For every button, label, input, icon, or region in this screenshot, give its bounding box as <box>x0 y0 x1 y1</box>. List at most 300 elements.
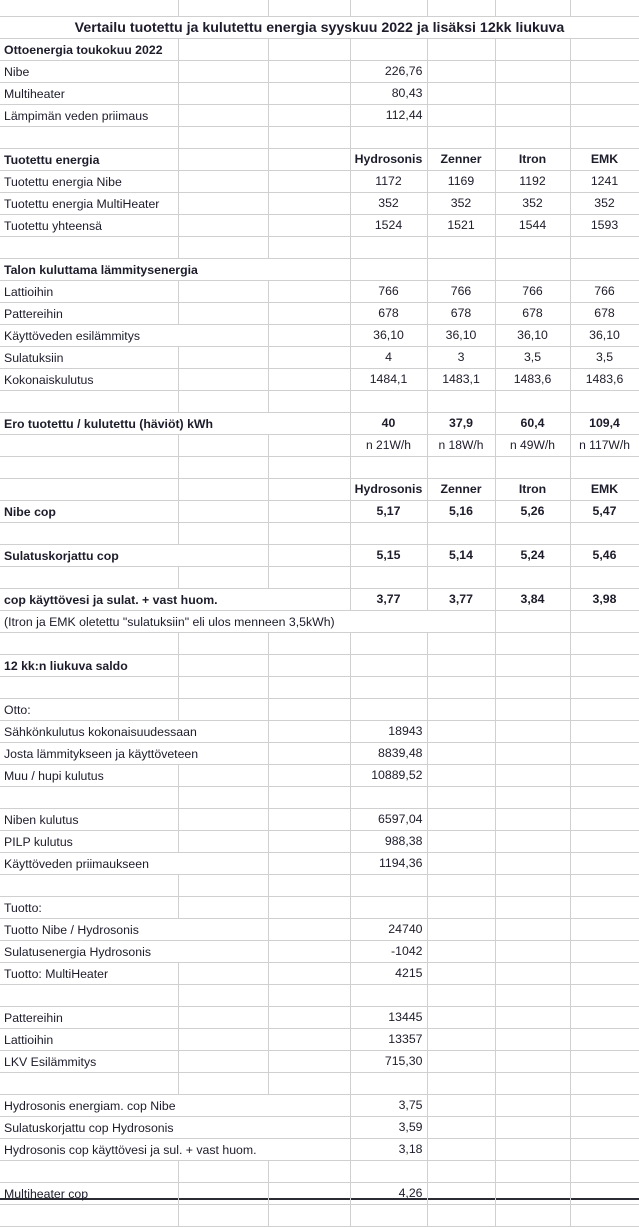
cell-value[interactable]: 3,98 <box>570 589 639 611</box>
row-label[interactable] <box>0 281 178 303</box>
cell-empty[interactable] <box>570 1117 639 1139</box>
cell-empty[interactable] <box>350 655 427 677</box>
cell-empty[interactable] <box>495 963 570 985</box>
cell-empty[interactable] <box>268 743 350 765</box>
cell-empty[interactable] <box>0 677 178 699</box>
cell-empty[interactable] <box>178 655 268 677</box>
cell-empty[interactable] <box>178 875 268 897</box>
cell-empty[interactable] <box>0 479 178 501</box>
cell-empty[interactable] <box>350 1205 427 1227</box>
cell-empty[interactable] <box>178 633 268 655</box>
cell-empty[interactable] <box>427 1029 495 1051</box>
cell-empty[interactable] <box>178 765 268 787</box>
row-label[interactable] <box>0 831 178 853</box>
cell-empty[interactable] <box>178 1007 268 1029</box>
cell-empty[interactable] <box>268 897 350 919</box>
cell-empty[interactable] <box>0 1161 178 1183</box>
cell-empty[interactable] <box>178 457 268 479</box>
cell-empty[interactable] <box>268 853 350 875</box>
cell-empty[interactable] <box>570 677 639 699</box>
cell-empty[interactable] <box>350 237 427 259</box>
cell-empty[interactable] <box>427 655 495 677</box>
cell-empty[interactable] <box>178 347 268 369</box>
cell-value[interactable]: 988,38 <box>350 831 427 853</box>
cell-empty[interactable] <box>268 149 350 171</box>
cell-empty[interactable] <box>350 897 427 919</box>
row-label[interactable] <box>0 501 178 523</box>
cell-empty[interactable] <box>495 259 570 281</box>
cell-empty[interactable] <box>0 567 178 589</box>
cell-empty[interactable] <box>427 765 495 787</box>
column-header-itron[interactable]: Itron <box>495 149 570 171</box>
cell-empty[interactable] <box>570 875 639 897</box>
cell-empty[interactable] <box>570 699 639 721</box>
cell-empty[interactable] <box>495 1117 570 1139</box>
cell-value[interactable]: 3,5 <box>495 347 570 369</box>
row-label[interactable] <box>0 83 178 105</box>
cell-value[interactable]: 3,75 <box>350 1095 427 1117</box>
column-header-hydrosonis[interactable]: Hydrosonis <box>350 149 427 171</box>
cell-empty[interactable] <box>268 831 350 853</box>
cell-empty[interactable] <box>495 897 570 919</box>
cell-empty[interactable] <box>570 457 639 479</box>
cell-empty[interactable] <box>268 105 350 127</box>
row-label[interactable] <box>0 347 178 369</box>
cell-value[interactable]: 5,46 <box>570 545 639 567</box>
column-header-zenner[interactable]: Zenner <box>427 149 495 171</box>
cell-value[interactable]: 766 <box>495 281 570 303</box>
cell-empty[interactable] <box>268 1007 350 1029</box>
cell-value[interactable]: 1169 <box>427 171 495 193</box>
cell-value[interactable]: 1521 <box>427 215 495 237</box>
cell-empty[interactable] <box>178 1205 268 1227</box>
cell-empty[interactable] <box>268 435 350 457</box>
cell-value[interactable]: 1241 <box>570 171 639 193</box>
cell-empty[interactable] <box>427 83 495 105</box>
row-label-ero[interactable] <box>0 413 350 435</box>
row-label[interactable] <box>0 369 178 391</box>
cell-empty[interactable] <box>178 677 268 699</box>
subsection-heading-otto[interactable] <box>0 699 178 721</box>
cell-empty[interactable] <box>495 831 570 853</box>
cell-empty[interactable] <box>350 39 427 61</box>
cell-empty[interactable] <box>427 699 495 721</box>
cell-empty[interactable] <box>570 237 639 259</box>
cell-empty[interactable] <box>350 259 427 281</box>
cell-empty[interactable] <box>268 523 350 545</box>
cell-empty[interactable] <box>570 655 639 677</box>
cell-empty[interactable] <box>495 127 570 149</box>
cell-empty[interactable] <box>495 677 570 699</box>
cell-empty[interactable] <box>178 1051 268 1073</box>
cell-empty[interactable] <box>268 721 350 743</box>
cell-empty[interactable] <box>495 633 570 655</box>
cell-empty[interactable] <box>178 369 268 391</box>
cell-empty[interactable] <box>495 853 570 875</box>
row-label[interactable] <box>0 853 268 875</box>
cell-empty[interactable] <box>570 391 639 413</box>
cell-empty[interactable] <box>178 831 268 853</box>
cell-value[interactable]: 3,77 <box>350 589 427 611</box>
cell-value[interactable]: 1483,6 <box>495 369 570 391</box>
cell-empty[interactable] <box>495 1139 570 1161</box>
cell-empty[interactable] <box>178 105 268 127</box>
cell-empty[interactable] <box>570 831 639 853</box>
cell-value[interactable]: 678 <box>427 303 495 325</box>
cell-empty[interactable] <box>178 127 268 149</box>
cell-empty[interactable] <box>570 853 639 875</box>
cell-empty[interactable] <box>495 721 570 743</box>
cell-empty[interactable] <box>268 171 350 193</box>
cell-empty[interactable] <box>178 171 268 193</box>
cell-empty[interactable] <box>570 809 639 831</box>
cell-empty[interactable] <box>268 1073 350 1095</box>
cell-empty[interactable] <box>350 127 427 149</box>
column-header-itron[interactable]: Itron <box>495 479 570 501</box>
cell-value[interactable]: 3,5 <box>570 347 639 369</box>
cell-empty[interactable] <box>570 721 639 743</box>
cell-value[interactable]: 5,17 <box>350 501 427 523</box>
cell-empty[interactable] <box>268 215 350 237</box>
cell-value[interactable]: 60,4 <box>495 413 570 435</box>
cell-value[interactable]: 352 <box>570 193 639 215</box>
cell-empty[interactable] <box>495 787 570 809</box>
cell-empty[interactable] <box>268 457 350 479</box>
cell-empty[interactable] <box>495 699 570 721</box>
cell-empty[interactable] <box>570 765 639 787</box>
cell-empty[interactable] <box>178 699 268 721</box>
cell-empty[interactable] <box>178 193 268 215</box>
cell-empty[interactable] <box>268 479 350 501</box>
cell-empty[interactable] <box>570 897 639 919</box>
cell-empty[interactable] <box>178 963 268 985</box>
cell-empty[interactable] <box>178 567 268 589</box>
cell-empty[interactable] <box>268 985 350 1007</box>
cell-value[interactable]: 4 <box>350 347 427 369</box>
cell-empty[interactable] <box>0 523 178 545</box>
cell-value[interactable]: 1593 <box>570 215 639 237</box>
cell-value[interactable]: 766 <box>427 281 495 303</box>
cell-subvalue[interactable]: n 21W/h <box>350 435 427 457</box>
cell-value[interactable]: 766 <box>350 281 427 303</box>
cell-empty[interactable] <box>427 809 495 831</box>
row-label[interactable] <box>0 105 178 127</box>
cell-empty[interactable] <box>570 567 639 589</box>
cell-subvalue[interactable]: n 117W/h <box>570 435 639 457</box>
cell-empty[interactable] <box>178 39 268 61</box>
cell-empty[interactable] <box>427 875 495 897</box>
cell-empty[interactable] <box>178 1029 268 1051</box>
cell-value[interactable]: 18943 <box>350 721 427 743</box>
cell-value[interactable]: 37,9 <box>427 413 495 435</box>
cell-empty[interactable] <box>178 787 268 809</box>
row-label[interactable] <box>0 1117 350 1139</box>
row-label[interactable] <box>0 721 268 743</box>
cell-empty[interactable] <box>427 127 495 149</box>
cell-empty[interactable] <box>0 985 178 1007</box>
cell-empty[interactable] <box>495 237 570 259</box>
cell-empty[interactable] <box>178 1183 268 1205</box>
row-label[interactable] <box>0 325 268 347</box>
cell-empty[interactable] <box>570 61 639 83</box>
cell-empty[interactable] <box>350 1073 427 1095</box>
cell-empty[interactable] <box>178 83 268 105</box>
cell-empty[interactable] <box>268 545 350 567</box>
cell-empty[interactable] <box>350 523 427 545</box>
cell-empty[interactable] <box>0 435 178 457</box>
cell-empty[interactable] <box>427 105 495 127</box>
cell-subvalue[interactable]: n 49W/h <box>495 435 570 457</box>
cell-empty[interactable] <box>427 1183 495 1205</box>
cell-empty[interactable] <box>570 83 639 105</box>
cell-value[interactable]: 1483,6 <box>570 369 639 391</box>
cell-empty[interactable] <box>570 1007 639 1029</box>
cell-empty[interactable] <box>427 787 495 809</box>
cell-empty[interactable] <box>268 655 350 677</box>
cell-empty[interactable] <box>268 809 350 831</box>
cell-empty[interactable] <box>570 743 639 765</box>
cell-value[interactable]: 352 <box>495 193 570 215</box>
cell-value[interactable]: 1524 <box>350 215 427 237</box>
cell-empty[interactable] <box>268 369 350 391</box>
cell-empty[interactable] <box>495 1007 570 1029</box>
cell-value[interactable]: 13445 <box>350 1007 427 1029</box>
cell-empty[interactable] <box>570 611 639 633</box>
cell-empty[interactable] <box>570 985 639 1007</box>
cell-value[interactable]: 1172 <box>350 171 427 193</box>
cell-empty[interactable] <box>427 897 495 919</box>
cell-subvalue[interactable]: n 18W/h <box>427 435 495 457</box>
cell-value[interactable]: 352 <box>427 193 495 215</box>
cell-empty[interactable] <box>570 1095 639 1117</box>
cell-empty[interactable] <box>570 633 639 655</box>
cell-empty[interactable] <box>350 699 427 721</box>
cell-empty[interactable] <box>268 1029 350 1051</box>
cell-empty[interactable] <box>178 61 268 83</box>
cell-empty[interactable] <box>495 567 570 589</box>
cell-empty[interactable] <box>495 0 570 17</box>
cell-empty[interactable] <box>268 963 350 985</box>
cell-value[interactable]: 5,15 <box>350 545 427 567</box>
cell-value[interactable]: 13357 <box>350 1029 427 1051</box>
cell-empty[interactable] <box>495 1095 570 1117</box>
cell-empty[interactable] <box>0 391 178 413</box>
cell-empty[interactable] <box>570 1205 639 1227</box>
row-label[interactable] <box>0 171 178 193</box>
cell-empty[interactable] <box>268 633 350 655</box>
cell-empty[interactable] <box>178 1161 268 1183</box>
cell-empty[interactable] <box>495 1183 570 1205</box>
cell-value[interactable]: 36,10 <box>350 325 427 347</box>
cell-value[interactable]: 3,77 <box>427 589 495 611</box>
cell-empty[interactable] <box>495 765 570 787</box>
cell-value[interactable]: 1484,1 <box>350 369 427 391</box>
cell-empty[interactable] <box>350 0 427 17</box>
cell-empty[interactable] <box>178 215 268 237</box>
cell-empty[interactable] <box>495 809 570 831</box>
column-header-emk[interactable]: EMK <box>570 479 639 501</box>
cell-empty[interactable] <box>570 1139 639 1161</box>
cell-empty[interactable] <box>268 787 350 809</box>
cell-value[interactable]: 5,16 <box>427 501 495 523</box>
cell-empty[interactable] <box>0 1073 178 1095</box>
cell-empty[interactable] <box>268 281 350 303</box>
cell-value[interactable]: 3,84 <box>495 589 570 611</box>
cell-empty[interactable] <box>570 941 639 963</box>
cell-empty[interactable] <box>495 83 570 105</box>
cell-empty[interactable] <box>268 677 350 699</box>
cell-empty[interactable] <box>427 61 495 83</box>
cell-empty[interactable] <box>427 1095 495 1117</box>
cell-empty[interactable] <box>350 787 427 809</box>
cell-empty[interactable] <box>495 985 570 1007</box>
subsection-heading-tuotto[interactable] <box>0 897 178 919</box>
cell-empty[interactable] <box>268 699 350 721</box>
cell-value[interactable]: 3 <box>427 347 495 369</box>
row-label[interactable] <box>0 941 268 963</box>
cell-empty[interactable] <box>178 1073 268 1095</box>
cell-empty[interactable] <box>495 39 570 61</box>
cell-empty[interactable] <box>350 985 427 1007</box>
cell-value[interactable]: 5,26 <box>495 501 570 523</box>
cell-empty[interactable] <box>268 193 350 215</box>
cell-value[interactable]: 678 <box>570 303 639 325</box>
note-row[interactable] <box>0 611 495 633</box>
cell-empty[interactable] <box>427 985 495 1007</box>
cell-empty[interactable] <box>570 259 639 281</box>
cell-empty[interactable] <box>268 765 350 787</box>
cell-empty[interactable] <box>495 655 570 677</box>
cell-empty[interactable] <box>495 457 570 479</box>
cell-empty[interactable] <box>268 83 350 105</box>
column-header-hydrosonis[interactable]: Hydrosonis <box>350 479 427 501</box>
cell-value[interactable]: 3,59 <box>350 1117 427 1139</box>
cell-empty[interactable] <box>427 1139 495 1161</box>
cell-empty[interactable] <box>427 523 495 545</box>
cell-empty[interactable] <box>0 127 178 149</box>
cell-empty[interactable] <box>427 259 495 281</box>
cell-value[interactable]: 36,10 <box>570 325 639 347</box>
cell-empty[interactable] <box>178 149 268 171</box>
cell-empty[interactable] <box>0 787 178 809</box>
cell-empty[interactable] <box>427 633 495 655</box>
cell-empty[interactable] <box>0 1205 178 1227</box>
cell-empty[interactable] <box>570 787 639 809</box>
row-label[interactable] <box>0 61 178 83</box>
cell-empty[interactable] <box>178 435 268 457</box>
cell-empty[interactable] <box>427 237 495 259</box>
cell-empty[interactable] <box>495 61 570 83</box>
section-heading-ottoenergia[interactable] <box>0 39 178 61</box>
row-label[interactable] <box>0 303 178 325</box>
row-label[interactable] <box>0 215 178 237</box>
cell-value[interactable]: 36,10 <box>495 325 570 347</box>
cell-empty[interactable] <box>495 1073 570 1095</box>
cell-empty[interactable] <box>0 633 178 655</box>
cell-empty[interactable] <box>268 303 350 325</box>
cell-value[interactable]: 5,47 <box>570 501 639 523</box>
cell-empty[interactable] <box>0 875 178 897</box>
cell-empty[interactable] <box>495 875 570 897</box>
cell-empty[interactable] <box>570 1051 639 1073</box>
cell-empty[interactable] <box>178 523 268 545</box>
cell-empty[interactable] <box>495 105 570 127</box>
cell-empty[interactable] <box>427 1051 495 1073</box>
row-label[interactable] <box>0 1183 178 1205</box>
cell-empty[interactable] <box>268 61 350 83</box>
cell-empty[interactable] <box>570 1161 639 1183</box>
cell-empty[interactable] <box>570 0 639 17</box>
row-label[interactable] <box>0 765 178 787</box>
cell-value[interactable]: 36,10 <box>427 325 495 347</box>
cell-empty[interactable] <box>427 831 495 853</box>
cell-empty[interactable] <box>570 963 639 985</box>
row-label[interactable] <box>0 1139 350 1161</box>
cell-value[interactable]: 24740 <box>350 919 427 941</box>
row-label[interactable] <box>0 963 178 985</box>
cell-empty[interactable] <box>350 457 427 479</box>
cell-empty[interactable] <box>178 237 268 259</box>
cell-empty[interactable] <box>350 875 427 897</box>
cell-empty[interactable] <box>268 875 350 897</box>
cell-value[interactable]: 40 <box>350 413 427 435</box>
cell-value[interactable]: 1194,36 <box>350 853 427 875</box>
cell-empty[interactable] <box>427 677 495 699</box>
cell-empty[interactable] <box>427 721 495 743</box>
section-heading-liukuva[interactable] <box>0 655 178 677</box>
cell-empty[interactable] <box>268 1183 350 1205</box>
cell-empty[interactable] <box>0 237 178 259</box>
cell-empty[interactable] <box>350 633 427 655</box>
cell-empty[interactable] <box>570 127 639 149</box>
row-label[interactable] <box>0 545 268 567</box>
cell-empty[interactable] <box>495 941 570 963</box>
cell-empty[interactable] <box>268 127 350 149</box>
cell-empty[interactable] <box>570 105 639 127</box>
cell-value[interactable]: -1042 <box>350 941 427 963</box>
cell-empty[interactable] <box>495 919 570 941</box>
cell-empty[interactable] <box>178 0 268 17</box>
cell-value[interactable]: 1544 <box>495 215 570 237</box>
cell-value[interactable]: 5,14 <box>427 545 495 567</box>
cell-empty[interactable] <box>495 391 570 413</box>
cell-empty[interactable] <box>495 1051 570 1073</box>
cell-value[interactable]: 678 <box>350 303 427 325</box>
cell-empty[interactable] <box>427 391 495 413</box>
cell-empty[interactable] <box>0 0 178 17</box>
cell-value[interactable]: 4215 <box>350 963 427 985</box>
row-label[interactable] <box>0 193 178 215</box>
cell-empty[interactable] <box>570 1183 639 1205</box>
cell-empty[interactable] <box>178 303 268 325</box>
cell-empty[interactable] <box>570 39 639 61</box>
cell-empty[interactable] <box>427 853 495 875</box>
cell-empty[interactable] <box>350 391 427 413</box>
cell-empty[interactable] <box>350 567 427 589</box>
cell-empty[interactable] <box>427 0 495 17</box>
section-heading-kulutus[interactable] <box>0 259 350 281</box>
cell-empty[interactable] <box>427 743 495 765</box>
column-header-zenner[interactable]: Zenner <box>427 479 495 501</box>
cell-empty[interactable] <box>427 1117 495 1139</box>
cell-empty[interactable] <box>268 237 350 259</box>
row-label[interactable] <box>0 1007 178 1029</box>
cell-empty[interactable] <box>427 1073 495 1095</box>
row-label[interactable] <box>0 743 268 765</box>
row-label[interactable] <box>0 919 268 941</box>
cell-value[interactable]: 3,18 <box>350 1139 427 1161</box>
cell-value[interactable]: 678 <box>495 303 570 325</box>
